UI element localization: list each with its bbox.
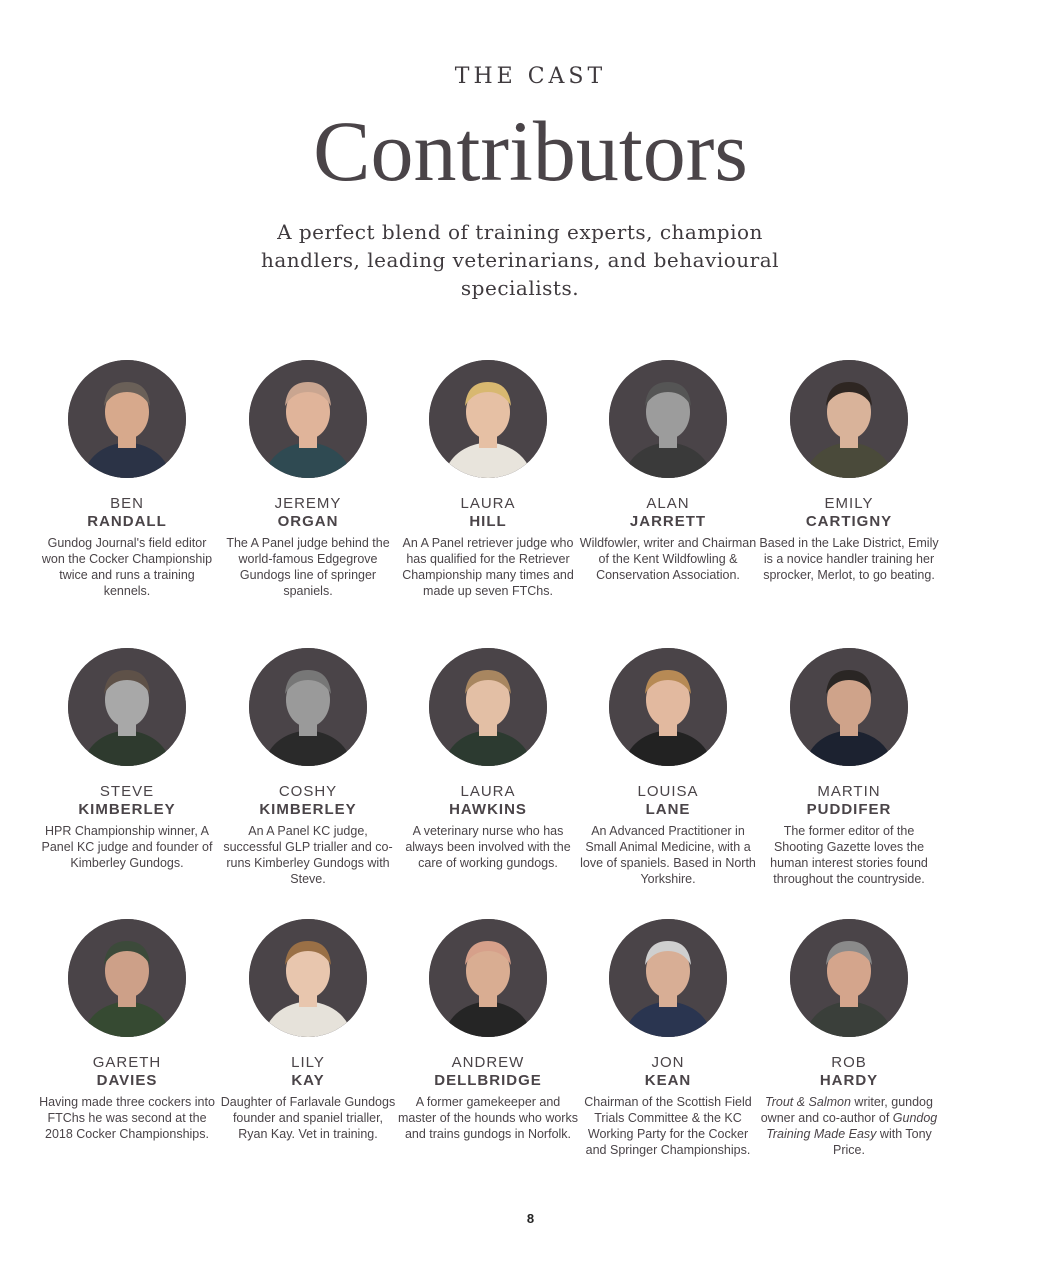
contributor-bio: Wildfowler, writer and Chairman of the Kent Wildfowling & Conservation Association. bbox=[579, 536, 757, 582]
bio-book-title: Gundog Training Made Easy bbox=[766, 1111, 938, 1141]
contributor-card bbox=[398, 919, 578, 1142]
page-subtitle: A perfect blend of training experts, champion handlers, leading veterinarians, and behavioural specialists. bbox=[260, 220, 780, 300]
contributor-first-name: ANDREW bbox=[451, 1054, 525, 1071]
contributor-bio: HPR Championship winner, A Panel KC judge and founder of Kimberley Gundogs. bbox=[41, 824, 213, 870]
contributor-card bbox=[37, 360, 217, 599]
contributor-last-name: PUDDIFER bbox=[806, 801, 892, 818]
contributor-last-name: HAWKINS bbox=[449, 801, 527, 818]
contributor-first-name: MARTIN bbox=[817, 783, 881, 800]
contributor-last-name: DAVIES bbox=[96, 1072, 158, 1089]
contributor-portrait bbox=[429, 919, 547, 1037]
contributor-first-name: LILY bbox=[291, 1054, 325, 1071]
contributor-card bbox=[37, 648, 217, 871]
contributor-card bbox=[218, 648, 398, 887]
contributor-card bbox=[398, 360, 578, 599]
contributor-portrait bbox=[790, 360, 908, 478]
contributor-last-name: KIMBERLEY bbox=[259, 801, 357, 818]
contributor-bio: Chairman of the Scottish Field Trials Committee & the KC Working Party for the Cocker and Springer Championships. bbox=[584, 1095, 752, 1157]
contributor-first-name: ALAN bbox=[646, 495, 690, 512]
contributor-first-name: JON bbox=[651, 1054, 685, 1071]
contributor-last-name: RANDALL bbox=[87, 513, 167, 530]
contributor-portrait bbox=[609, 648, 727, 766]
page-number: 8 bbox=[526, 1211, 535, 1226]
contributor-bio: The A Panel judge behind the world-famous Edgegrove Gundogs line of springer spaniels. bbox=[226, 536, 390, 598]
contributor-card bbox=[578, 360, 758, 583]
contributor-last-name: JARRETT bbox=[629, 513, 707, 530]
contributor-card bbox=[218, 919, 398, 1142]
contributor-bio: Gundog Journal's field editor won the Cocker Championship twice and runs a training kennels. bbox=[41, 536, 213, 598]
page-title: Contributors bbox=[313, 103, 748, 199]
contributor-card bbox=[578, 648, 758, 887]
contributor-last-name: KEAN bbox=[644, 1072, 692, 1089]
contributor-first-name: LAURA bbox=[460, 783, 516, 800]
contributor-first-name: STEVE bbox=[99, 783, 155, 800]
contributor-portrait bbox=[68, 360, 186, 478]
contributor-last-name: HILL bbox=[469, 513, 507, 530]
bio-publication-title: Trout & Salmon bbox=[765, 1095, 851, 1109]
contributor-bio: An A Panel retriever judge who has qualified for the Retriever Championship many times and made up seven FTChs. bbox=[402, 536, 574, 598]
contributor-card bbox=[578, 919, 758, 1158]
contributor-bio: Having made three cockers into FTChs he was second at the 2018 Cocker Championships. bbox=[39, 1095, 215, 1141]
contributor-portrait bbox=[429, 360, 547, 478]
contributor-first-name: ROB bbox=[831, 1054, 867, 1071]
contributor-portrait bbox=[249, 919, 367, 1037]
contributor-portrait bbox=[68, 648, 186, 766]
contributor-card bbox=[398, 648, 578, 871]
contributor-bio bbox=[759, 1094, 939, 1158]
contributor-last-name: KIMBERLEY bbox=[78, 801, 176, 818]
bio-text: writer, gundog owner and co-author of bbox=[760, 1095, 933, 1125]
contributor-bio: A former gamekeeper and master of the hounds who works and trains gundogs in Norfolk. bbox=[398, 1095, 578, 1141]
contributor-card bbox=[759, 360, 939, 583]
contributor-card bbox=[759, 648, 939, 887]
contributor-first-name: JEREMY bbox=[274, 495, 342, 512]
contributor-portrait bbox=[609, 360, 727, 478]
contributor-last-name: HARDY bbox=[819, 1072, 879, 1089]
contributor-first-name: LOUISA bbox=[637, 783, 699, 800]
contributor-first-name: EMILY bbox=[824, 495, 874, 512]
contributor-first-name: LAURA bbox=[460, 495, 516, 512]
contributor-last-name: KAY bbox=[291, 1072, 325, 1089]
contributor-last-name: ORGAN bbox=[277, 513, 339, 530]
contributor-card bbox=[759, 919, 939, 1158]
contributor-portrait bbox=[68, 919, 186, 1037]
contributor-portrait bbox=[249, 648, 367, 766]
contributor-bio: An Advanced Practitioner in Small Animal Medicine, with a love of spaniels. Based in North Yorkshire. bbox=[580, 824, 756, 886]
contributor-last-name: LANE bbox=[645, 801, 691, 818]
contributor-bio: The former editor of the Shooting Gazette loves the human interest stories found throughout the countryside. bbox=[770, 824, 928, 886]
contributor-card bbox=[218, 360, 398, 599]
contributor-first-name: BEN bbox=[110, 495, 144, 512]
contributor-portrait bbox=[790, 919, 908, 1037]
contributor-portrait bbox=[429, 648, 547, 766]
contributor-card bbox=[37, 919, 217, 1142]
contributor-portrait bbox=[249, 360, 367, 478]
section-kicker: THE CAST bbox=[454, 64, 607, 89]
contributor-bio: An A Panel KC judge, successful GLP trialler and co-runs Kimberley Gundogs with Steve. bbox=[223, 824, 393, 886]
contributor-last-name: CARTIGNY bbox=[805, 513, 893, 530]
bio-text: with Tony Price. bbox=[833, 1127, 932, 1157]
contributor-last-name: DELLBRIDGE bbox=[434, 1072, 542, 1089]
contributor-first-name: COSHY bbox=[278, 783, 338, 800]
contributor-bio: A veterinary nurse who has always been involved with the care of working gundogs. bbox=[405, 824, 571, 870]
contributor-bio: Based in the Lake District, Emily is a novice handler training her sprocker, Merlot, to go beating. bbox=[759, 536, 939, 582]
contributor-portrait bbox=[790, 648, 908, 766]
contributor-portrait bbox=[609, 919, 727, 1037]
contributor-bio: Daughter of Farlavale Gundogs founder and spaniel trialler, Ryan Kay. Vet in training. bbox=[220, 1095, 396, 1141]
contributor-first-name: GARETH bbox=[92, 1054, 162, 1071]
